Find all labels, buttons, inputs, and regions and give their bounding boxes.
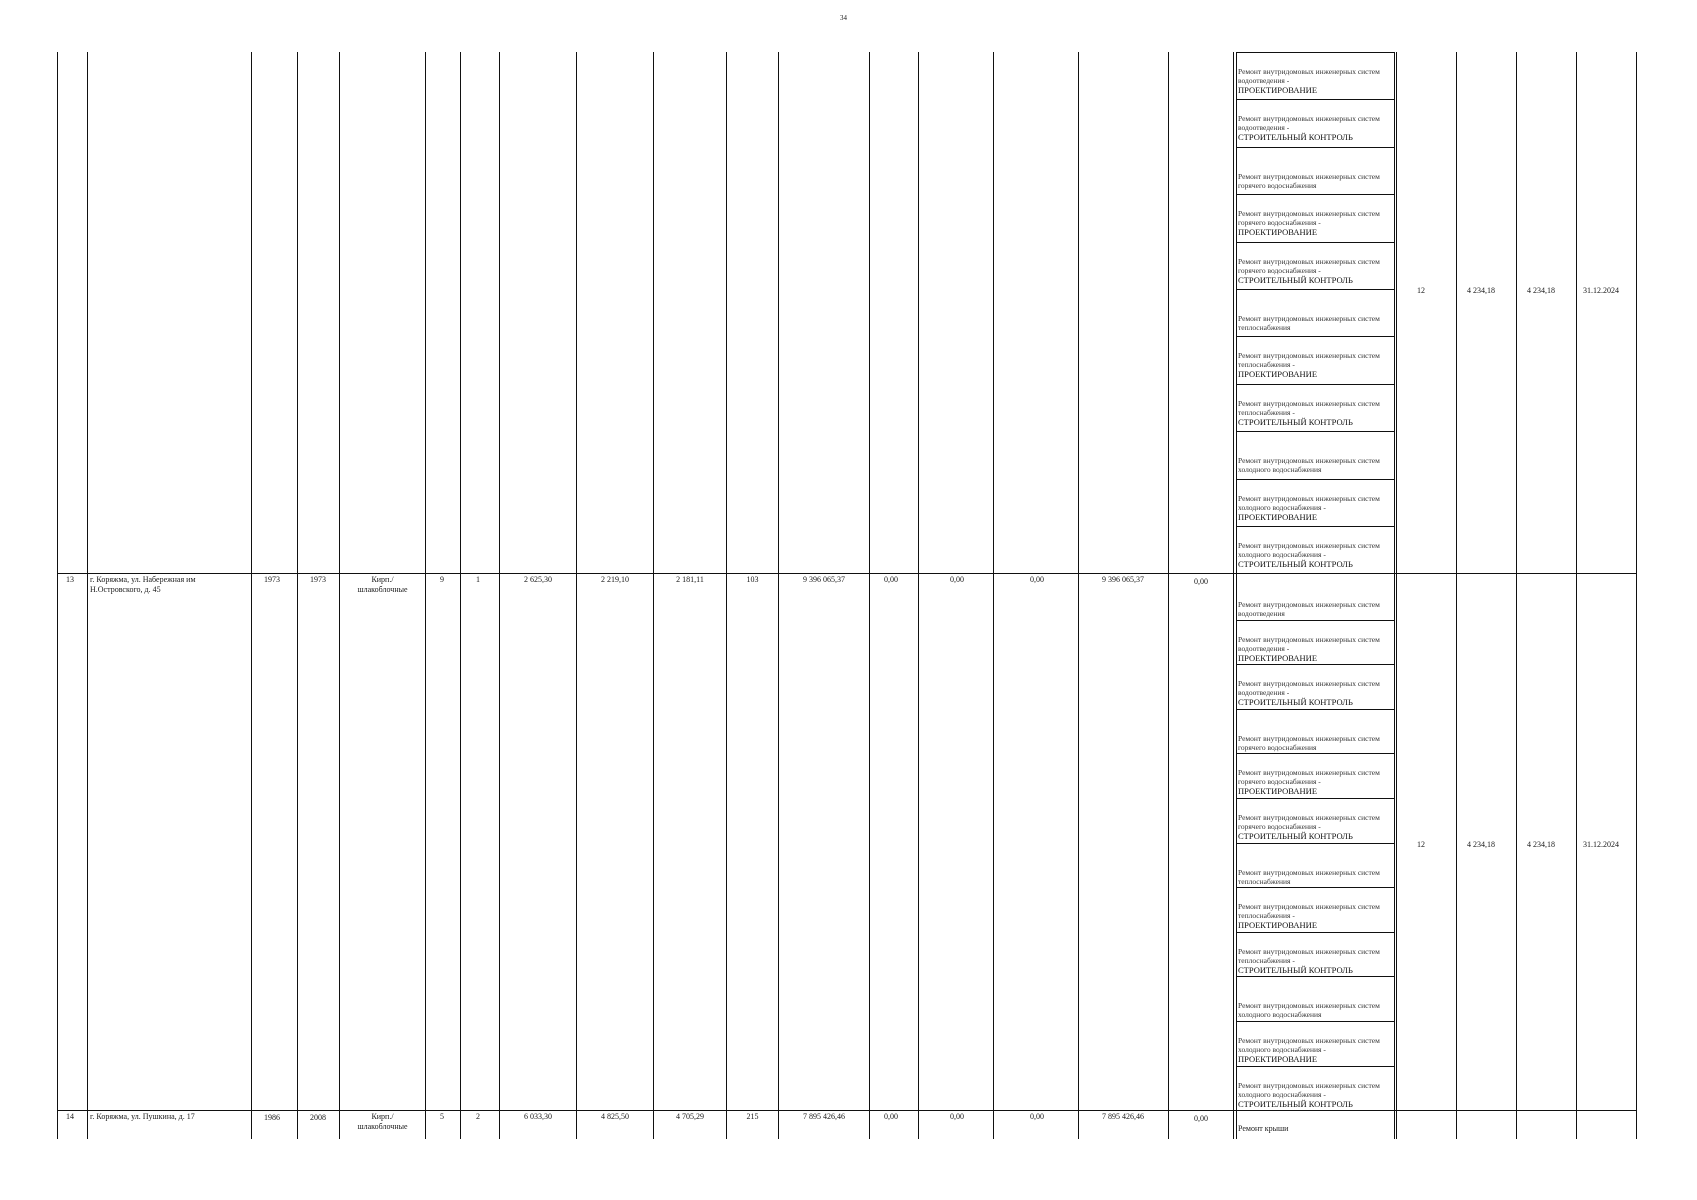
wall-material-line2: шлакоблочные — [357, 585, 408, 594]
grid-vertical-line — [57, 52, 58, 1139]
grid-vertical-line — [653, 52, 654, 1139]
grid-vertical-line — [425, 52, 426, 1139]
grid-vertical-line — [1233, 52, 1234, 1139]
wall-material-line2: шлакоблочные — [357, 1122, 408, 1131]
grid-vertical-line — [1396, 52, 1397, 1139]
grid-vertical-line — [1394, 52, 1395, 1139]
grid-vertical-line — [297, 52, 298, 1139]
address-line1: г. Коряжма, ул. Пушкина, д. 17 — [90, 1112, 195, 1121]
work-item-text: Ремонт внутридомовых инженерных систем водоотведения - — [1238, 67, 1380, 85]
total-cost: 9 396 065,37 — [803, 575, 845, 584]
year-built: 1986 — [264, 1113, 280, 1122]
work-item-cell — [1236, 664, 1394, 711]
grid-vertical-line — [918, 52, 919, 1139]
work-item-cell — [1236, 147, 1394, 194]
work-item-cell — [1236, 753, 1394, 800]
floors: 9 — [440, 575, 444, 584]
residents: 103 — [746, 575, 759, 584]
fund-federal: 0,00 — [884, 575, 898, 584]
work-item-text: Ремонт внутридомовых инженерных систем водоотведения - — [1238, 114, 1380, 133]
entrances: 2 — [476, 1112, 480, 1121]
block2-deadline: 31.12.2024 — [1583, 840, 1619, 849]
grid-horizontal-line — [57, 1110, 1636, 1111]
work-item-text: Ремонт внутридомовых инженерных систем теплоснабжения - — [1238, 351, 1380, 370]
total-cost: 7 895 426,46 — [803, 1112, 845, 1121]
work-item-stage: ПРОЕКТИРОВАНИЕ — [1238, 1054, 1318, 1064]
work-item-cell — [1236, 242, 1394, 289]
block2-months: 12 — [1417, 840, 1425, 849]
fund-local: 0,00 — [1030, 1112, 1044, 1121]
work-item-cell — [1236, 194, 1394, 241]
block1-limit-per-m2: 4 234,18 — [1527, 286, 1555, 295]
grid-vertical-line — [1168, 52, 1169, 1139]
wall-material-line1: Кирп./ — [371, 575, 394, 584]
work-item-stage: ПРОЕКТИРОВАНИЕ — [1238, 85, 1318, 95]
total-area: 6 033,30 — [524, 1112, 552, 1121]
work-item-text: Ремонт внутридомовых инженерных систем холодного водоснабжения - — [1238, 541, 1380, 559]
work-item-text: Ремонт внутридомовых инженерных систем горячего водоснабжения - — [1238, 813, 1380, 831]
grid-vertical-line — [251, 52, 252, 1139]
residential-area: 2 181,11 — [676, 575, 704, 584]
work-item-cell — [1236, 1066, 1394, 1113]
fund-local: 0,00 — [1030, 575, 1044, 584]
work-item-cell — [1236, 575, 1394, 622]
block1-cost-per-m2: 4 234,18 — [1467, 286, 1495, 295]
work-item-text: Ремонт внутридомовых инженерных систем теплоснабжения - — [1238, 946, 1380, 965]
work-item-cell — [1236, 620, 1394, 667]
work-item-stage: СТРОИТЕЛЬНЫЙ КОНТРОЛЬ — [1238, 964, 1353, 975]
other: 0,00 — [1194, 1114, 1208, 1123]
work-item-text: Ремонт внутридомовых инженерных систем холодного водоснабжения - — [1238, 493, 1380, 512]
block2-cost-per-m2: 4 234,18 — [1467, 840, 1495, 849]
work-item-cell — [1236, 336, 1394, 383]
living-area: 2 219,10 — [601, 575, 629, 584]
work-item-cell — [1236, 479, 1394, 526]
work-item-stage: ПРОЕКТИРОВАНИЕ — [1238, 920, 1318, 931]
grid-vertical-line — [576, 52, 577, 1139]
work-item-stage: СТРОИТЕЛЬНЫЙ КОНТРОЛЬ — [1238, 1098, 1353, 1109]
work-item-text: Ремонт внутридомовых инженерных систем водоотведения - — [1238, 679, 1380, 698]
work-item-cell — [1236, 798, 1394, 845]
address-line1: г. Коряжма, ул. Набережная им — [90, 575, 196, 584]
work-item-cell — [1236, 52, 1394, 99]
work-item-stage: СТРОИТЕЛЬНЫЙ КОНТРОЛЬ — [1238, 697, 1353, 708]
fund-federal: 0,00 — [884, 1112, 898, 1121]
grid-vertical-line — [1636, 52, 1637, 1139]
work-item-cell — [1236, 709, 1394, 756]
year-commissioned: 1973 — [310, 575, 326, 584]
residents: 215 — [746, 1112, 759, 1121]
grid-vertical-line — [726, 52, 727, 1139]
work-item-stage: ПРОЕКТИРОВАНИЕ — [1238, 652, 1318, 663]
other: 0,00 — [1194, 577, 1208, 586]
fund-regional: 0,00 — [950, 575, 964, 584]
page-number: 34 — [840, 14, 847, 22]
row-number: 14 — [66, 1112, 74, 1121]
fund-owners: 7 895 426,46 — [1102, 1112, 1144, 1121]
grid-vertical-line — [499, 52, 500, 1139]
work-item-text: Ремонт внутридомовых инженерных систем горячего водоснабжения - — [1238, 768, 1380, 787]
work-item-cell — [1236, 384, 1394, 431]
work-item-text: Ремонт внутридомовых инженерных систем горячего водоснабжения — [1238, 171, 1380, 190]
work-item-text: Ремонт внутридомовых инженерных систем горячего водоснабжения - — [1238, 256, 1380, 275]
work-item-cell — [1236, 976, 1394, 1023]
wall-material-line1: Кирп./ — [371, 1112, 394, 1121]
work-item-stage: СТРОИТЕЛЬНЫЙ КОНТРОЛЬ — [1238, 132, 1353, 143]
work-item-text: Ремонт внутридомовых инженерных систем водоотведения — [1238, 600, 1380, 618]
work-item-text: Ремонт внутридомовых инженерных систем горячего водоснабжения — [1238, 733, 1380, 752]
floors: 5 — [440, 1112, 444, 1121]
work-item-stage: ПРОЕКТИРОВАНИЕ — [1238, 511, 1318, 522]
fund-regional: 0,00 — [950, 1112, 964, 1121]
work-item-cell — [1236, 887, 1394, 934]
residential-area: 4 705,29 — [676, 1112, 704, 1121]
work-item-stage: ПРОЕКТИРОВАНИЕ — [1238, 369, 1318, 380]
fund-owners: 9 396 065,37 — [1102, 575, 1144, 584]
grid-vertical-line — [1078, 52, 1079, 1139]
grid-vertical-line — [1456, 52, 1457, 1139]
work-item-text: Ремонт внутридомовых инженерных систем водоотведения - — [1238, 634, 1380, 653]
work-item-text: Ремонт внутридомовых инженерных систем холодного водоснабжения - — [1238, 1036, 1380, 1054]
work-item-text: Ремонт внутридомовых инженерных систем холодного водоснабжения — [1238, 1001, 1380, 1020]
block2-limit-per-m2: 4 234,18 — [1527, 840, 1555, 849]
work-item-cell — [1236, 1021, 1394, 1068]
work-item-cell — [1236, 431, 1394, 478]
grid-vertical-line — [1516, 52, 1517, 1139]
work-item-text: Ремонт внутридомовых инженерных систем холодного водоснабжения - — [1238, 1080, 1380, 1099]
work-item-stage: СТРОИТЕЛЬНЫЙ КОНТРОЛЬ — [1238, 274, 1353, 285]
total-area: 2 625,30 — [524, 575, 552, 584]
grid-vertical-line — [87, 52, 88, 1139]
work-item-stage: ПРОЕКТИРОВАНИЕ — [1238, 227, 1318, 238]
work-item-stage: СТРОИТЕЛЬНЫЙ КОНТРОЛЬ — [1238, 831, 1353, 841]
work-item-text: Ремонт внутридомовых инженерных систем теплоснабжения - — [1238, 398, 1380, 417]
work-item-cell — [1236, 932, 1394, 979]
work-item-stage: ПРОЕКТИРОВАНИЕ — [1238, 786, 1318, 797]
work-item-cell — [1236, 289, 1394, 336]
work-item-cell — [1236, 99, 1394, 146]
work-item-text: Ремонт внутридомовых инженерных систем горячего водоснабжения - — [1238, 209, 1380, 228]
grid-vertical-line — [869, 52, 870, 1139]
block1-deadline: 31.12.2024 — [1583, 286, 1619, 295]
address-line2: Н.Островского, д. 45 — [90, 585, 161, 594]
grid-vertical-line — [993, 52, 994, 1139]
grid-vertical-line — [1576, 52, 1577, 1139]
work-item-text: Ремонт внутридомовых инженерных систем теплоснабжения - — [1238, 902, 1380, 921]
work-item-cell — [1236, 526, 1394, 573]
work-item-cell — [1236, 843, 1394, 890]
year-commissioned: 2008 — [310, 1113, 326, 1122]
work-item-stage: СТРОИТЕЛЬНЫЙ КОНТРОЛЬ — [1238, 559, 1353, 569]
work-item-text: Ремонт внутридомовых инженерных систем холодного водоснабжения — [1238, 456, 1380, 475]
grid-vertical-line — [339, 52, 340, 1139]
block1-months: 12 — [1417, 286, 1425, 295]
grid-vertical-line — [460, 52, 461, 1139]
grid-vertical-line — [778, 52, 779, 1139]
work-item-text: Ремонт внутридомовых инженерных систем теплоснабжения — [1238, 314, 1380, 332]
work-item: Ремонт крыши — [1238, 1124, 1289, 1133]
living-area: 4 825,50 — [601, 1112, 629, 1121]
work-item-text: Ремонт внутридомовых инженерных систем теплоснабжения — [1238, 867, 1380, 886]
row-number: 13 — [66, 575, 74, 584]
work-item-stage: СТРОИТЕЛЬНЫЙ КОНТРОЛЬ — [1238, 416, 1353, 427]
year-built: 1973 — [264, 575, 280, 584]
grid-horizontal-line — [57, 573, 1636, 574]
entrances: 1 — [476, 575, 480, 584]
